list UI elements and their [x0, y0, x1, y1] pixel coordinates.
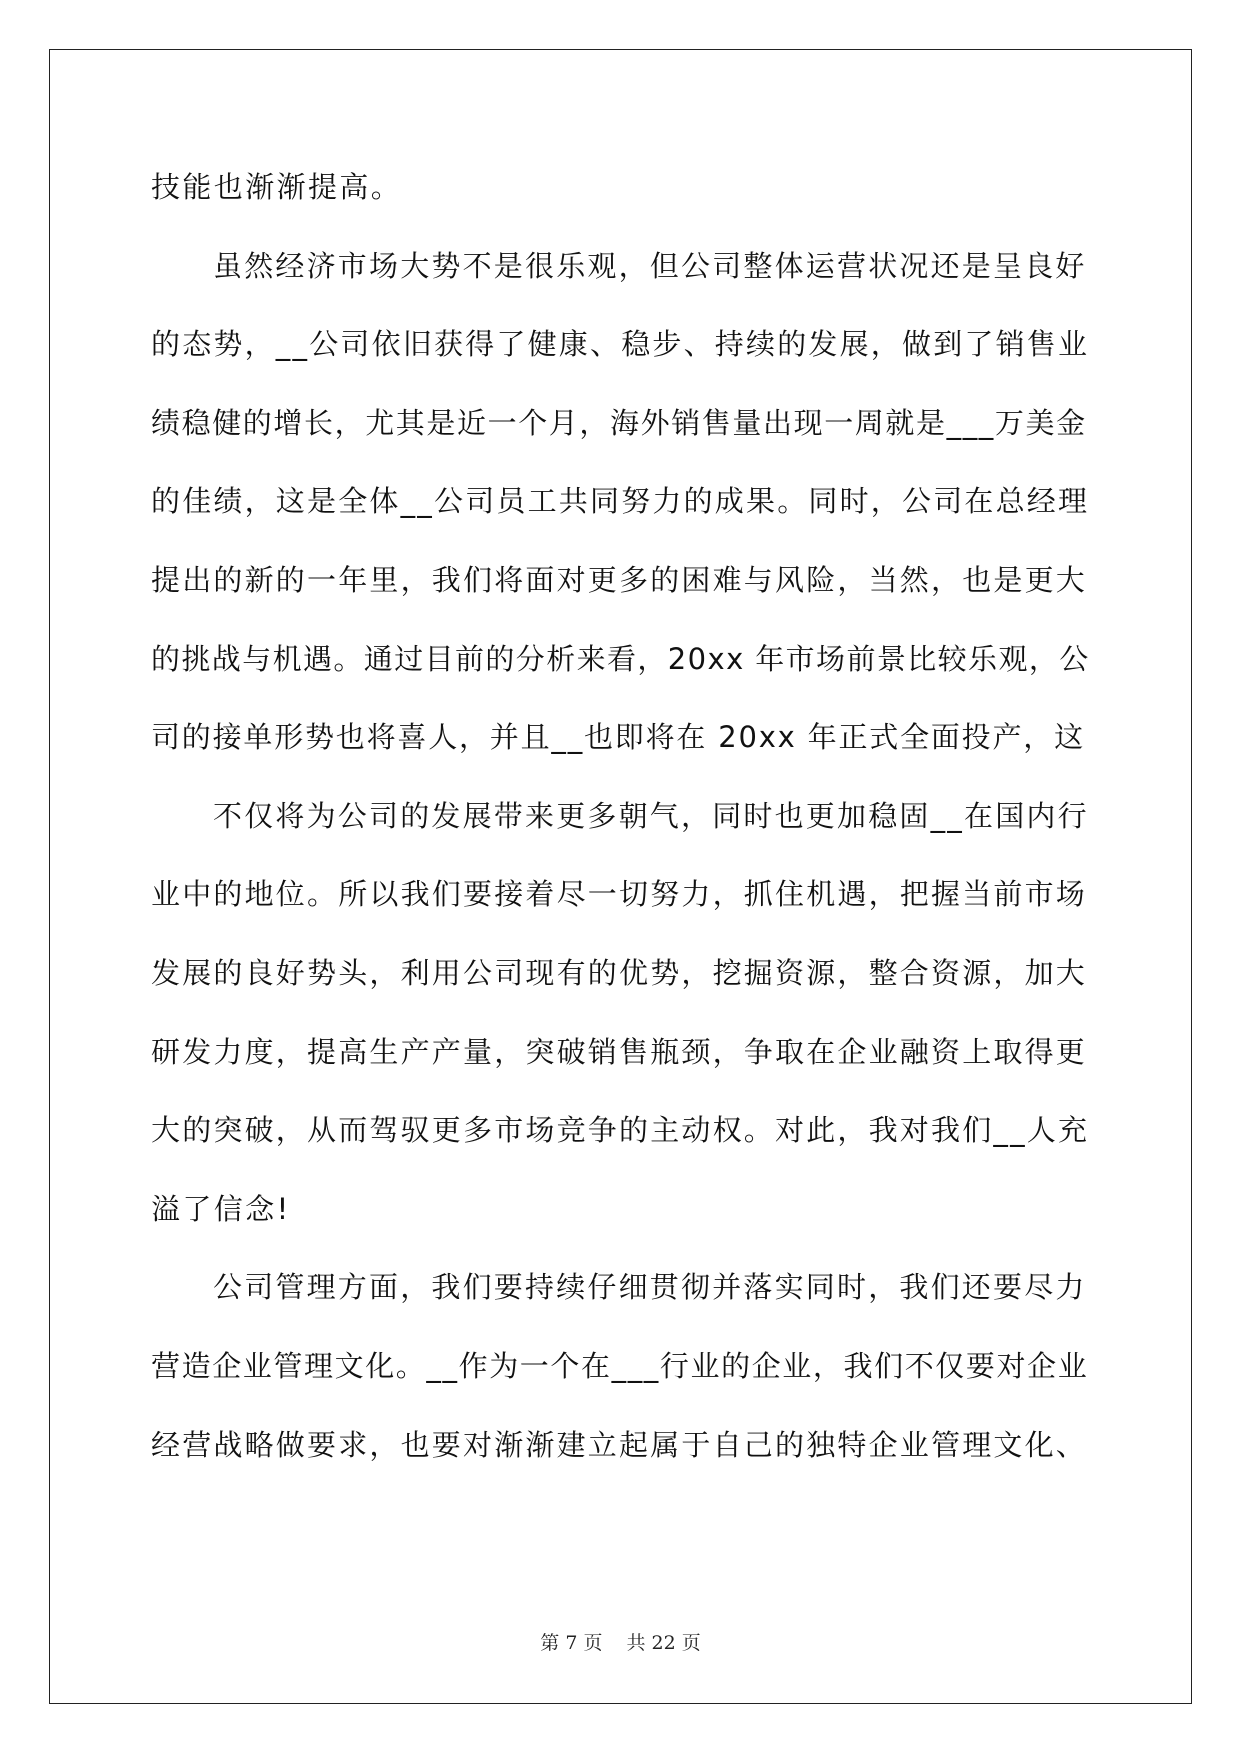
page-number: 第 7 页 — [540, 1632, 603, 1654]
text-line: 业中的地位。所以我们要接着尽一切努力，抓住机遇，把握当前市场 — [151, 877, 1088, 912]
text-line: 研发力度，提高生产产量，突破销售瓶颈，争取在企业融资上取得更 — [151, 1034, 1088, 1069]
text-line: 虽然经济市场大势不是很乐观，但公司整体运营状况还是呈良好 — [213, 248, 1087, 283]
text-line: 发展的良好势头，利用公司现有的优势，挖掘资源，整合资源，加大 — [151, 955, 1088, 990]
text-line: 大的突破，从而驾驭更多市场竞争的主动权。对此，我对我们__人充 — [151, 1113, 1090, 1148]
text-line: 营造企业管理文化。__作为一个在___行业的企业，我们不仅要对企业 — [151, 1348, 1089, 1383]
text-line: 经营战略做要求，也要对渐渐建立起属于自己的独特企业管理文化、 — [151, 1427, 1088, 1462]
document-body — [151, 148, 1091, 1484]
text-line: 提出的新的一年里，我们将面对更多的困难与风险，当然，也是更大 — [151, 562, 1088, 597]
text-line: 绩稳健的增长，尤其是近一个月，海外销售量出现一周就是___万美金 — [151, 405, 1087, 440]
text-line: 的佳绩，这是全体__公司员工共同努力的成果。同时，公司在总经理 — [151, 484, 1090, 519]
text-line: 公司管理方面，我们要持续仔细贯彻并落实同时，我们还要尽力 — [213, 1270, 1087, 1305]
text-line: 不仅将为公司的发展带来更多朝气，同时也更加稳固__在国内行 — [213, 798, 1089, 833]
text-line: 司的接单形势也将喜人，并且__也即将在 20xx 年正式全面投产，这 — [151, 720, 1085, 755]
text-line: 的态势，__公司依旧获得了健康、稳步、持续的发展，做到了销售业 — [151, 327, 1090, 362]
page-footer — [0, 1628, 1241, 1655]
page-total: 共 22 页 — [626, 1632, 701, 1654]
text-line: 技能也渐渐提高。 — [151, 170, 403, 204]
text-line: 溢了信念! — [151, 1191, 291, 1226]
text-line: 的挑战与机遇。通过目前的分析来看，20xx 年市场前景比较乐观，公 — [151, 641, 1090, 676]
